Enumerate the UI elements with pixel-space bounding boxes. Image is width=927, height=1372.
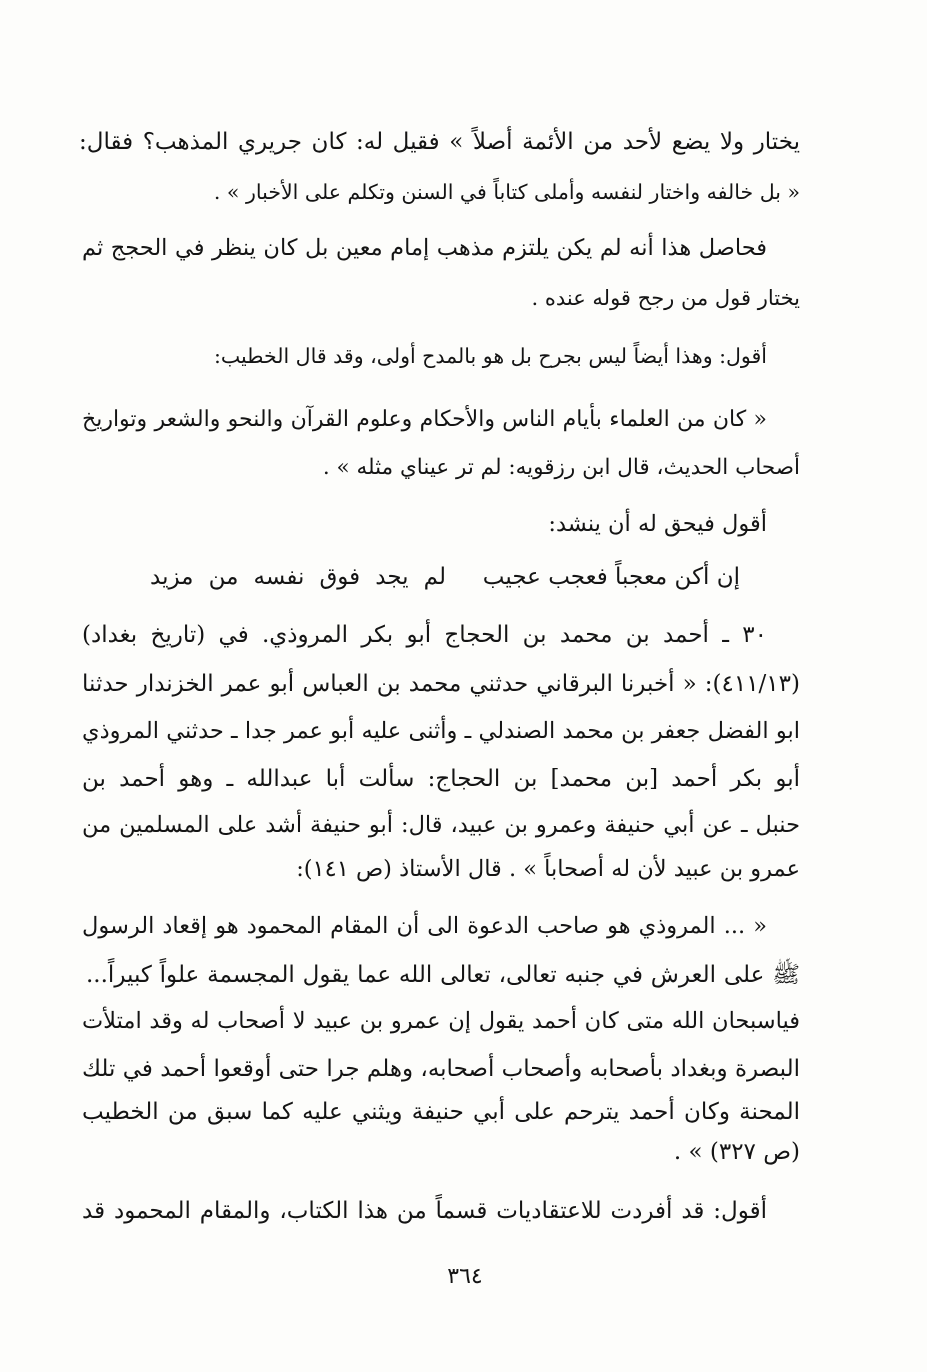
- text-line-10: ٣٠ ـ أحمد بن محمد بن الحجاج أبو بكر المروذي. في (تاريخ بغداد): [82, 622, 767, 648]
- text-line-1: يختار ولا يضع لأحد من الأئمة أصلاً » فقيل له: كان جريري المذهب؟ فقال:: [79, 129, 800, 155]
- text-line-18: فياسبحان الله متى كان أحمد يقول إن عمرو بن عبيد لا أصحاب له وقد امتلأت: [82, 1008, 800, 1034]
- text-line-19: البصرة وبغداد بأصحابه وأصحاب أصحابه، وهلم جرا حتى أوقعوا أحمد في تلك: [82, 1056, 800, 1082]
- text-line-3: فحاصل هذا أنه لم يكن يلتزم مذهب إمام معين بل كان ينظر في الحجج ثم: [82, 235, 767, 261]
- text-line-13: أبو بكر أحمد [بن محمد] بن الحجاج: سألت أبا عبدالله ـ وهو أحمد بن: [82, 766, 800, 792]
- text-line-8: أقول فيحق له أن ينشد:: [548, 511, 767, 537]
- text-line-14: حنبل ـ عن أبي حنيفة وعمرو بن عبيد، قال: أبو حنيفة أشد على المسلمين من: [82, 812, 800, 838]
- text-line-17: ﷺ على العرش في جنبه تعالى، تعالى الله عما يقول المجسمة علواً كبيراً...: [86, 962, 800, 988]
- text-line-4: يختار قول من رجح قوله عنده .: [531, 286, 800, 310]
- text-line-6: « كان من العلماء بأيام الناس والأحكام وعلوم القرآن والنحو والشعر وتواريخ: [82, 407, 767, 432]
- text-line-11: (٤١١/١٣): « أخبرنا البرقاني حدثني محمد بن العباس أبو عمر الخزندار حدثنا: [82, 671, 800, 697]
- text-line-5: أقول: وهذا أيضاً ليس بجرح بل هو بالمدح أولى، وقد قال الخطيب:: [213, 344, 767, 368]
- poem-hemistich-2: لم يجد فوق نفسه من مزيد: [150, 564, 446, 590]
- text-line-12: ابو الفضل جعفر بن محمد الصندلي ـ وأثنى عليه أبو عمر جدا ـ حدثني المروذي: [82, 718, 800, 744]
- text-line-22: أقول: قد أفردت للاعتقاديات قسماً من هذا الكتاب، والمقام المحمود قد: [82, 1198, 767, 1224]
- text-line-21: (ص ٣٢٧) » .: [673, 1139, 800, 1165]
- page-number: ٣٦٤: [447, 1264, 483, 1289]
- text-line-2: « بل خالفه واختار لنفسه وأملى كتاباً في السنن وتكلم على الأخبار » .: [213, 180, 800, 204]
- poem-hemistich-1: إن أكن معجباً فعجب عجيب: [482, 564, 740, 590]
- text-line-16: « ... المروذي هو صاحب الدعوة الى أن المقام المحمود هو إقعاد الرسول: [82, 913, 767, 939]
- text-line-7: أصحاب الحديث، قال ابن رزقويه: لم تر عيناي مثله » .: [322, 455, 800, 480]
- text-line-15: عمرو بن عبيد لأن له أصحاباً » . قال الأستاذ (ص ١٤١):: [296, 856, 800, 882]
- text-line-20: المحنة وكان أحمد يترحم على أبي حنيفة ويثني عليه كما سبق من الخطيب: [82, 1099, 800, 1125]
